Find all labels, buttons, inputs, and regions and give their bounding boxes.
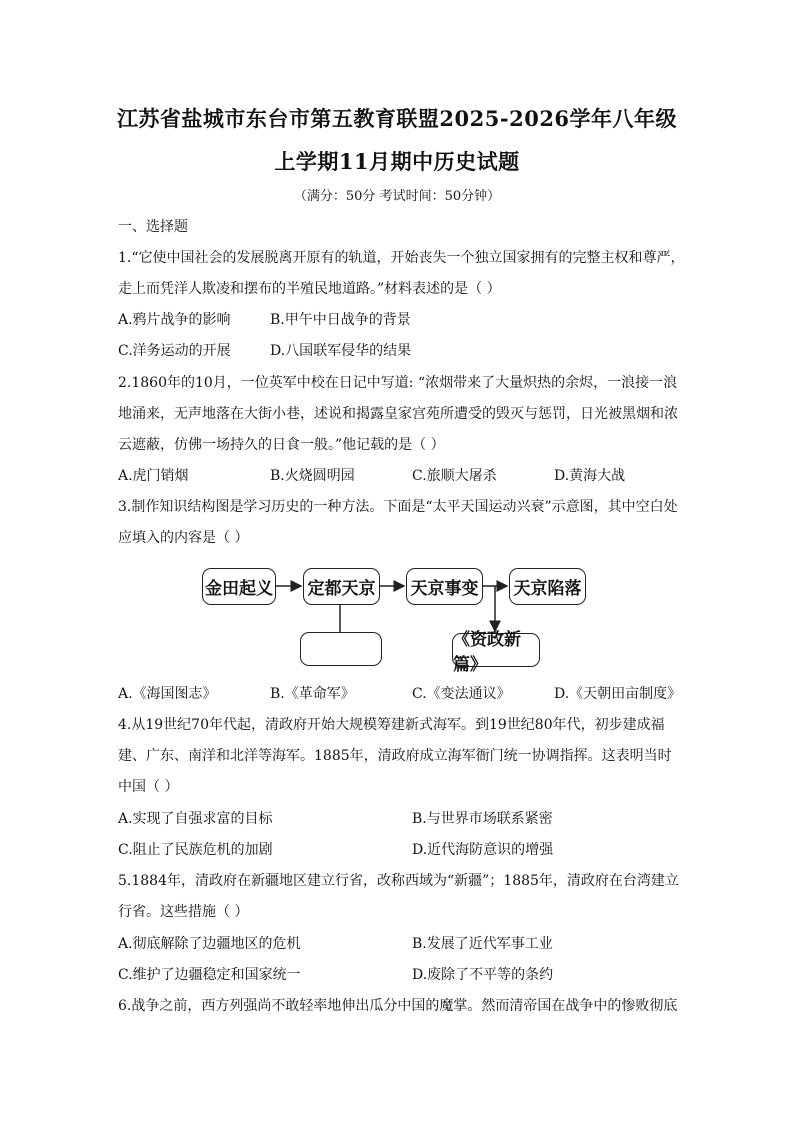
q3-option-b: B.《革命军》 <box>270 686 355 702</box>
exam-meta: （满分：50分 考试时间：50分钟） <box>293 189 501 204</box>
q6-stem-line1: 6.战争之前，西方列强尚不敢轻率地伸出瓜分中国的魔掌。然而清帝国在战争中的惨败彻底 <box>118 998 678 1014</box>
q1-stem-line1: 1.“它使中国社会的发展脱离开原有的轨道，开始丧失一个独立国家拥有的完整主权和尊严， <box>118 250 685 266</box>
section-heading: 一、选择题 <box>118 219 188 235</box>
q4-option-c: C.阻止了民族危机的加剧 <box>118 842 273 858</box>
q3-stem-line1: 3.制作知识结构图是学习历史的一种方法。下面是“太平天国运动兴衰”示意图，其中空白处 <box>118 499 678 515</box>
q3-stem-line2: 应填入的内容是（ ） <box>118 530 249 546</box>
q4-option-a: A.实现了自强求富的目标 <box>118 811 273 827</box>
q3-option-a: A.《海国图志》 <box>118 686 217 702</box>
node-tianjing-incident: 天京事变 <box>406 568 483 605</box>
node-tianjing-fall: 天京陷落 <box>509 568 586 605</box>
q4-option-b: B.与世界市场联系紧密 <box>412 811 553 827</box>
q3-option-c: C.《变法通议》 <box>412 686 511 702</box>
q4-stem-line1: 4.从19世纪70年代起，清政府开始大规模筹建新式海军。到19世纪80年代，初步建成福 <box>118 717 665 733</box>
q3-option-d: D.《天朝田亩制度》 <box>554 686 682 702</box>
q4-option-d: D.近代海防意识的增强 <box>412 842 554 858</box>
q2-option-c: C.旅顺大屠杀 <box>412 468 497 484</box>
q2-option-d: D.黄海大战 <box>554 468 626 484</box>
taiping-flow-diagram <box>200 564 590 674</box>
node-zizheng-xinpian: 《资政新篇》 <box>452 633 540 667</box>
q1-option-c: C.洋务运动的开展 <box>118 343 231 359</box>
q2-stem-line3: 云遮蔽，仿佛一场持久的日食一般。”他记载的是（ ） <box>118 437 445 453</box>
q1-option-d: D.八国联军侵华的结果 <box>270 343 412 359</box>
q4-stem-line2: 建、广东、南洋和北洋等海军。1885年，清政府成立海军衙门统一协调指挥。这表明当时 <box>118 748 672 764</box>
q5-option-c: C.维护了边疆稳定和国家统一 <box>118 967 301 983</box>
q5-option-b: B.发展了近代军事工业 <box>412 936 553 952</box>
q1-stem-line2: 走上而凭洋人欺凌和摆布的半殖民地道路。”材料表述的是（ ） <box>118 281 501 297</box>
exam-title-line2: 上学期11月期中历史试题 <box>274 149 520 174</box>
q5-option-a: A.彻底解除了边疆地区的危机 <box>118 936 301 952</box>
q2-stem-line2: 地涌来，无声地落在大街小巷，述说和揭露皇家宫苑所遭受的毁灭与惩罚，日光被黑烟和浓 <box>118 406 678 422</box>
q4-stem-line3: 中国（ ） <box>118 779 179 795</box>
q1-option-a: A.鸦片战争的影响 <box>118 312 231 328</box>
q2-option-a: A.虎门销烟 <box>118 468 189 484</box>
q5-stem-line2: 行省。这些措施（ ） <box>118 904 249 920</box>
q5-option-d: D.废除了不平等的条约 <box>412 967 554 983</box>
q2-stem-line1: 2.1860年的10月，一位英军中校在日记中写道: “浓烟带来了大量炽热的余烬，一浪接一浪 <box>118 375 678 391</box>
q2-option-b: B.火烧圆明园 <box>270 468 355 484</box>
node-jintian-uprising: 金田起义 <box>202 568 276 605</box>
q5-stem-line1: 5.1884年，清政府在新疆地区建立行省，改称西域为“新疆”；1885年，清政府在台湾建立 <box>118 873 679 889</box>
exam-title-line1: 江苏省盐城市东台市第五教育联盟2025-2026学年八年级 <box>116 106 678 131</box>
node-capital-tianjing: 定都天京 <box>303 568 380 605</box>
node-blank-answer <box>300 632 382 666</box>
q1-option-b: B.甲午中日战争的背景 <box>270 312 411 328</box>
